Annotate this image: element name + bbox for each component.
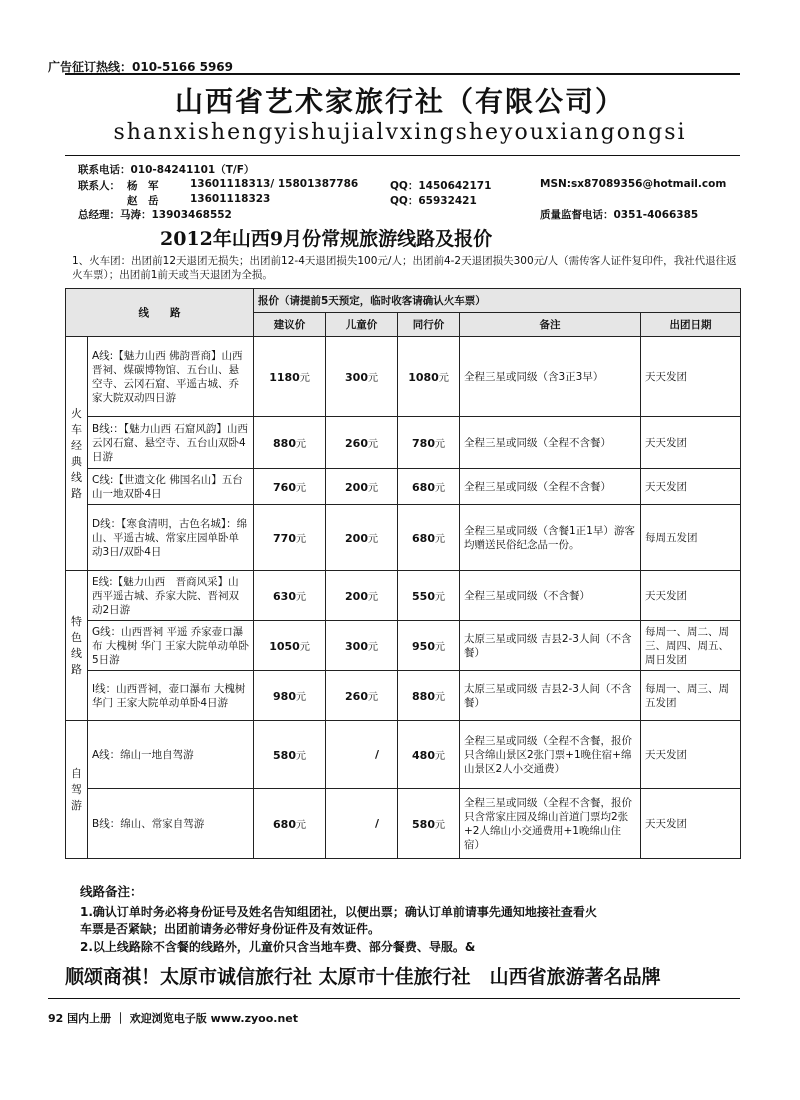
remark-cell: 全程三星或同级（全程不含餐，报价只含绵山景区2张门票+1晚住宿+绵山景区2人小交通费） — [460, 721, 641, 789]
header-price-group: 报价（请提前5天预定，临时收客请确认火车票） — [254, 289, 741, 313]
suggest-price: 1050元 — [254, 621, 326, 671]
table-row — [66, 671, 741, 721]
top-rule — [65, 73, 740, 75]
departure-cell: 每周一、周二、周三、周四、周五、周日发团 — [641, 621, 741, 671]
remark-cell: 全程三星或同级（全程不含餐） — [460, 417, 641, 469]
peer-price: 550元 — [398, 571, 460, 621]
quality-phone: 质量监督电话：0351-4066385 — [540, 209, 699, 221]
category-special: 特色线路 — [66, 571, 88, 721]
remark-cell: 全程三星或同级（含餐1正1早）游客均赠送民俗纪念品一份。 — [460, 505, 641, 571]
peer-price: 480元 — [398, 721, 460, 789]
header-child-price: 儿童价 — [326, 313, 398, 337]
suggest-price: 770元 — [254, 505, 326, 571]
suggest-price: 630元 — [254, 571, 326, 621]
cancellation-notice: 1、火车团：出团前12天退团无损失；出团前12-4天退团损失100元/人；出团前4-2天退团损失300元/人（需传客人证件复印件，我社代退往返火车票）；出团前1前天或当天退团为全损。 — [72, 255, 737, 281]
route-note-1-line-1: 1.确认订单时务必将身份证号及姓名告知组团社，以便出票；确认订单前请事先通知地接社查看火 — [80, 905, 597, 919]
suggest-price: 1180元 — [254, 337, 326, 417]
contact-person-1-phones: 13601118313/ 15801387786 — [190, 178, 359, 190]
table-row — [66, 469, 741, 505]
general-manager: 总经理：马涛：13903468552 — [78, 209, 232, 221]
company-pinyin: shanxishengyishujialvxingsheyouxiangongsi — [113, 120, 687, 145]
remark-cell: 全程三星或同级（全程不含餐） — [460, 469, 641, 505]
departure-cell: 天天发团 — [641, 789, 741, 859]
suggest-price: 760元 — [254, 469, 326, 505]
header-peer-price: 同行价 — [398, 313, 460, 337]
route-cell: B线：绵山、常家自驾游 — [88, 789, 254, 859]
remark-cell: 太原三星或同级 吉县2-3人间（不含餐） — [460, 621, 641, 671]
route-notes-heading: 线路备注： — [80, 884, 143, 899]
table-row — [66, 417, 741, 469]
route-cell: G线：山西晋祠 平遥 乔家壶口瀑布 大槐树 华门 王家大院单动单卧5日游 — [88, 621, 254, 671]
table-row — [66, 721, 741, 789]
suggest-price: 580元 — [254, 721, 326, 789]
contact-person-2: 赵 岳 — [127, 195, 159, 207]
remark-cell: 全程三星或同级（全程不含餐，报价只含常家庄园及绵山首道门票均2张+2人绵山小交通费用+1晚绵山住宿） — [460, 789, 641, 859]
peer-price: 780元 — [398, 417, 460, 469]
peer-price: 580元 — [398, 789, 460, 859]
child-price: 200元 — [326, 469, 398, 505]
category-train: 火车经典线路 — [66, 337, 88, 571]
child-price: 300元 — [326, 337, 398, 417]
child-price: 260元 — [326, 417, 398, 469]
departure-cell: 天天发团 — [641, 469, 741, 505]
page-title: 2012年山西9月份常规旅游线路及报价 — [160, 228, 493, 250]
contact-msn: MSN:sx87089356@hotmail.com — [540, 178, 727, 190]
company-name: 山西省艺术家旅行社（有限公司） — [174, 85, 625, 118]
child-price: 200元 — [326, 505, 398, 571]
table-row — [66, 505, 741, 571]
table-row — [66, 789, 741, 859]
header-route: 线 路 — [66, 289, 254, 337]
category-self-drive: 自驾游 — [66, 721, 88, 859]
route-note-2: 2.以上线路除不含餐的线路外，儿童价只含当地车费、部分餐费、导服。& — [80, 940, 476, 954]
departure-cell: 天天发团 — [641, 337, 741, 417]
contact-label: 联系人： — [78, 180, 120, 192]
header-remark: 备注 — [460, 313, 641, 337]
remark-cell: 太原三星或同级 吉县2-3人间（不含餐） — [460, 671, 641, 721]
route-cell: I线：山西晋祠，壶口瀑布 大槐树 华门 王家大院单动单卧4日游 — [88, 671, 254, 721]
header-departure: 出团日期 — [641, 313, 741, 337]
suggest-price: 980元 — [254, 671, 326, 721]
table-row — [66, 621, 741, 671]
peer-price: 880元 — [398, 671, 460, 721]
remark-cell: 全程三星或同级（不含餐） — [460, 571, 641, 621]
footer-rule — [48, 998, 740, 999]
remark-cell: 全程三星或同级（含3正3早） — [460, 337, 641, 417]
contact-qq-2: QQ：65932421 — [390, 195, 477, 207]
table-row — [66, 337, 741, 417]
child-price: 300元 — [326, 621, 398, 671]
route-note-1-line-2: 车票是否紧缺；出团前请务必带好身份证件及有效证件。 — [80, 922, 381, 936]
child-price: / — [326, 721, 398, 789]
route-cell: E线:【魅力山西 晋商风采】山西平遥古城、乔家大院、晋祠双动2日游 — [88, 571, 254, 621]
route-cell: A线:【魅力山西 佛韵晋商】山西晋祠、煤碳博物馆、五台山、悬空寺、云冈石窟、平遥古城、乔家大院双动四日游 — [88, 337, 254, 417]
peer-price: 950元 — [398, 621, 460, 671]
route-price-table — [65, 288, 741, 859]
route-cell: D线：【寒食清明，古色名城】：绵山、平遥古城、常家庄园单卧单动3日/双卧4日 — [88, 505, 254, 571]
peer-price: 1080元 — [398, 337, 460, 417]
header-rule — [65, 155, 740, 156]
departure-cell: 天天发团 — [641, 571, 741, 621]
ad-hotline: 广告征订热线：010-5166 5969 — [48, 60, 234, 74]
table-row — [66, 571, 741, 621]
peer-price: 680元 — [398, 469, 460, 505]
route-cell: A线：绵山一地自驾游 — [88, 721, 254, 789]
page-footer: 92 国内上册 ｜ 欢迎浏览电子版 www.zyoo.net — [48, 1012, 299, 1025]
slogan-banner: 顺颂商祺！太原市诚信旅行社 太原市十佳旅行社 山西省旅游著名品牌 — [65, 966, 661, 988]
route-cell: C线:【世遗文化 佛国名山】五台山一地双卧4日 — [88, 469, 254, 505]
child-price: 260元 — [326, 671, 398, 721]
contact-phone: 联系电话：010-84241101（T/F） — [78, 164, 255, 176]
departure-cell: 天天发团 — [641, 721, 741, 789]
route-cell: B线:：【魅力山西 石窟风韵】山西云冈石窟、悬空寺、五台山双卧4日游 — [88, 417, 254, 469]
departure-cell: 天天发团 — [641, 417, 741, 469]
header-suggest-price: 建议价 — [254, 313, 326, 337]
suggest-price: 680元 — [254, 789, 326, 859]
departure-cell: 每周五发团 — [641, 505, 741, 571]
contact-person-1: 杨 军 — [127, 180, 159, 192]
child-price: 200元 — [326, 571, 398, 621]
child-price: / — [326, 789, 398, 859]
contact-qq-1: QQ：1450642171 — [390, 180, 492, 192]
suggest-price: 880元 — [254, 417, 326, 469]
peer-price: 680元 — [398, 505, 460, 571]
departure-cell: 每周一、周三、周五发团 — [641, 671, 741, 721]
contact-person-2-phone: 13601118323 — [190, 193, 271, 205]
